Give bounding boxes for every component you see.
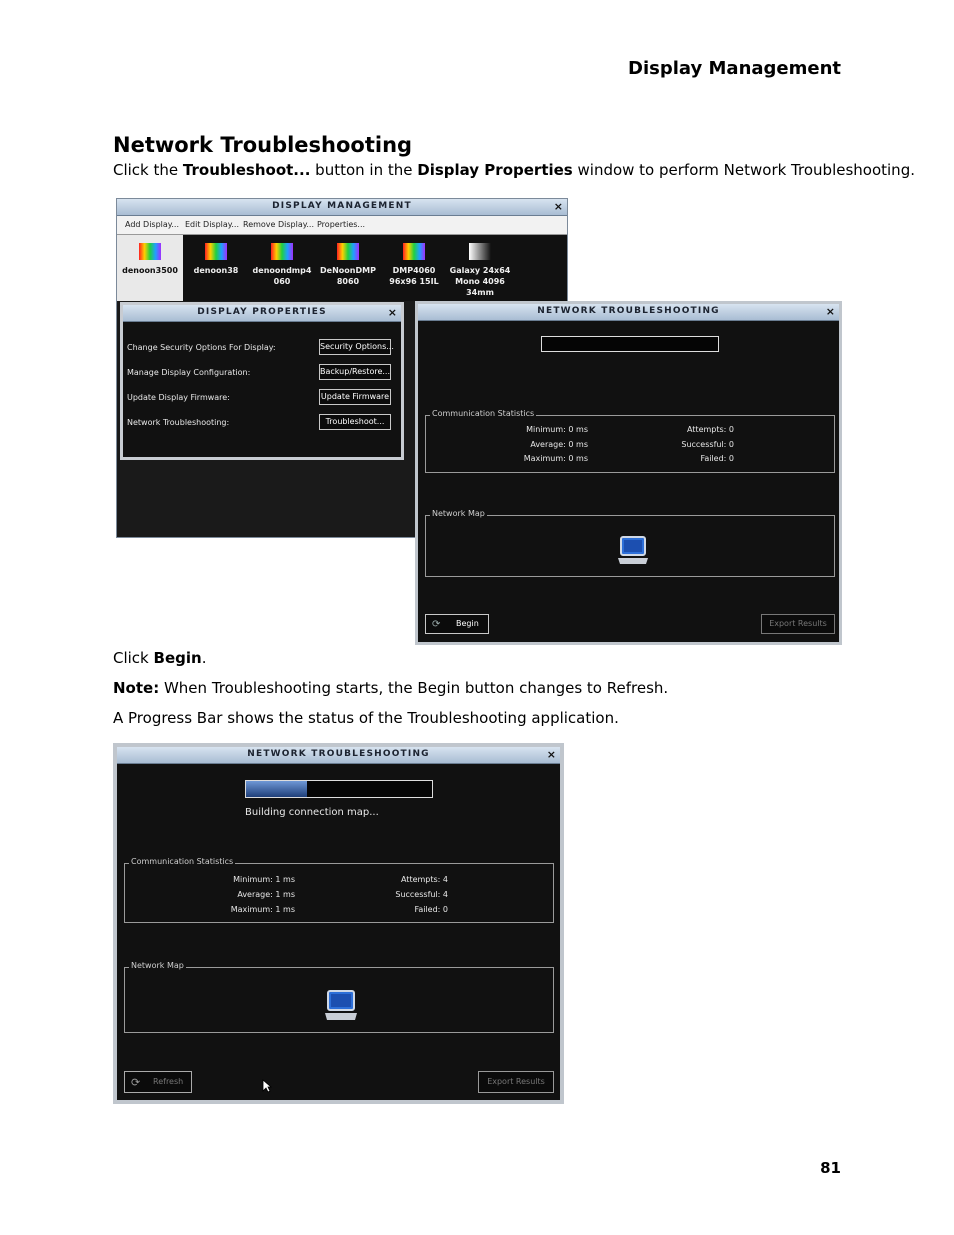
properties-button[interactable]: Properties...: [317, 220, 366, 229]
display-tile-label: Mono 4096: [455, 277, 505, 286]
communication-statistics-group: [124, 857, 554, 923]
display-tile[interactable]: [315, 235, 381, 301]
intro-text-3: window to perform Network Troubleshooting.: [572, 161, 915, 179]
computer-icon: [323, 988, 361, 1024]
display-toolbar: [117, 216, 567, 235]
intro-text-1: Click the: [113, 161, 183, 179]
running-header: Display Management: [628, 58, 841, 79]
display-tile[interactable]: [117, 235, 183, 301]
intro-bold-display-properties: Display Properties: [417, 161, 573, 179]
network-map-label: Network Map: [131, 961, 184, 970]
computer-icon: [616, 534, 652, 568]
network-troubleshooting-titlebar[interactable]: [117, 747, 560, 764]
progress-fill: [246, 781, 307, 797]
stat-maximum: Maximum: 0 ms: [523, 454, 588, 463]
manage-configuration-label: Manage Display Configuration:: [127, 368, 251, 377]
display-color-icon: [271, 243, 293, 260]
note-text: When Troubleshooting starts, the Begin button changes to Refresh.: [159, 679, 669, 697]
communication-statistics-label: Communication Statistics: [131, 857, 234, 866]
section-heading: Network Troubleshooting: [113, 133, 413, 157]
display-color-icon: [139, 243, 161, 260]
display-color-icon: [205, 243, 227, 260]
network-troubleshooting-titlebar[interactable]: [418, 304, 839, 321]
remove-display-button[interactable]: Remove Display...: [243, 220, 314, 229]
stat-maximum: Maximum: 1 ms: [230, 905, 295, 914]
display-tile-label: DMP4060: [392, 266, 436, 275]
display-tile-label: 060: [273, 277, 291, 286]
click-text: Click: [113, 649, 154, 667]
communication-statistics-label: Communication Statistics: [432, 409, 535, 418]
display-properties-title: DISPLAY PROPERTIES: [197, 307, 327, 317]
edit-display-button[interactable]: Edit Display...: [185, 220, 240, 229]
progress-bar-paragraph: A Progress Bar shows the status of the Troubleshooting application.: [113, 709, 619, 727]
display-tile-label: denoon38: [193, 266, 239, 275]
stat-attempts: Attempts: 4: [400, 875, 448, 884]
note-label: Note:: [113, 679, 160, 697]
mouse-cursor-icon: [262, 1079, 272, 1093]
display-tile-label: denoondmp4: [252, 266, 312, 275]
network-map-group: [425, 509, 835, 577]
display-tile[interactable]: [447, 235, 513, 301]
network-troubleshooting-window: [415, 301, 842, 645]
begin-button[interactable]: [425, 614, 489, 634]
progress-status-text: Building connection map...: [245, 807, 379, 818]
stat-failed: Failed: 0: [700, 454, 734, 463]
progress-bar: [541, 336, 719, 352]
display-tile[interactable]: [249, 235, 315, 301]
display-tiles: [117, 235, 567, 301]
stat-attempts: Attempts: 0: [686, 425, 734, 434]
backup-restore-button[interactable]: Backup/Restore...: [319, 364, 391, 380]
security-options-label: Change Security Options For Display:: [127, 343, 276, 352]
close-icon[interactable]: ×: [553, 200, 563, 213]
display-properties-titlebar[interactable]: [123, 305, 401, 322]
begin-label: Begin: [456, 619, 479, 628]
refresh-icon: ⟳: [432, 619, 441, 630]
refresh-label: Refresh: [153, 1077, 184, 1086]
network-troubleshooting-title: NETWORK TROUBLESHOOTING: [247, 749, 430, 759]
stat-minimum: Minimum: 1 ms: [233, 875, 295, 884]
stat-successful: Successful: 0: [681, 440, 734, 449]
progress-bar: [245, 780, 433, 798]
refresh-button[interactable]: [124, 1071, 192, 1093]
display-properties-window: [120, 302, 404, 460]
display-tile[interactable]: [183, 235, 249, 301]
note-paragraph: [113, 679, 668, 697]
display-management-title: DISPLAY MANAGEMENT: [272, 201, 412, 211]
close-icon[interactable]: ×: [546, 748, 556, 761]
display-tile-label: 96x96 15IL: [389, 277, 439, 286]
stat-average: Average: 0 ms: [530, 440, 588, 449]
add-display-button[interactable]: Add Display...: [125, 220, 180, 229]
display-color-icon: [403, 243, 425, 260]
stat-minimum: Minimum: 0 ms: [526, 425, 588, 434]
display-color-icon: [469, 243, 491, 260]
display-tile-label: 8060: [336, 277, 360, 286]
click-begin-paragraph: [113, 649, 206, 667]
display-tile-label: DeNoonDMP: [320, 266, 376, 275]
troubleshoot-button[interactable]: Troubleshoot...: [319, 414, 391, 430]
export-results-button[interactable]: Export Results: [478, 1071, 554, 1093]
display-color-icon: [337, 243, 359, 260]
display-tile-label: Galaxy 24x64: [449, 266, 511, 275]
network-troubleshooting-label: Network Troubleshooting:: [127, 418, 230, 427]
export-results-button[interactable]: Export Results: [761, 614, 835, 634]
screenshot-1: [112, 193, 842, 645]
stat-failed: Failed: 0: [414, 905, 448, 914]
update-firmware-button[interactable]: Update Firmware: [319, 389, 391, 405]
network-map-group: [124, 961, 554, 1033]
stat-successful: Successful: 4: [395, 890, 448, 899]
communication-statistics-group: [425, 409, 835, 473]
refresh-icon: ⟳: [131, 1076, 141, 1089]
update-firmware-label: Update Display Firmware:: [127, 393, 230, 402]
intro-bold-troubleshoot: Troubleshoot...: [182, 161, 311, 179]
click-period: .: [201, 649, 207, 667]
network-troubleshooting-title: NETWORK TROUBLESHOOTING: [537, 306, 720, 316]
intro-paragraph: [113, 161, 915, 179]
close-icon[interactable]: ×: [825, 305, 835, 318]
intro-text-2: button in the: [310, 161, 418, 179]
security-options-button[interactable]: Security Options...: [319, 339, 391, 355]
begin-bold: Begin: [153, 649, 202, 667]
display-tile[interactable]: [381, 235, 447, 301]
network-map-label: Network Map: [432, 509, 485, 518]
close-icon[interactable]: ×: [387, 306, 397, 319]
network-troubleshooting-window-running: [113, 743, 564, 1104]
display-management-titlebar[interactable]: [117, 199, 567, 216]
stat-average: Average: 1 ms: [237, 890, 295, 899]
display-tile-label: denoon3500: [122, 266, 178, 275]
display-tile-label: 34mm: [466, 288, 494, 297]
page-number: 81: [820, 1159, 841, 1177]
